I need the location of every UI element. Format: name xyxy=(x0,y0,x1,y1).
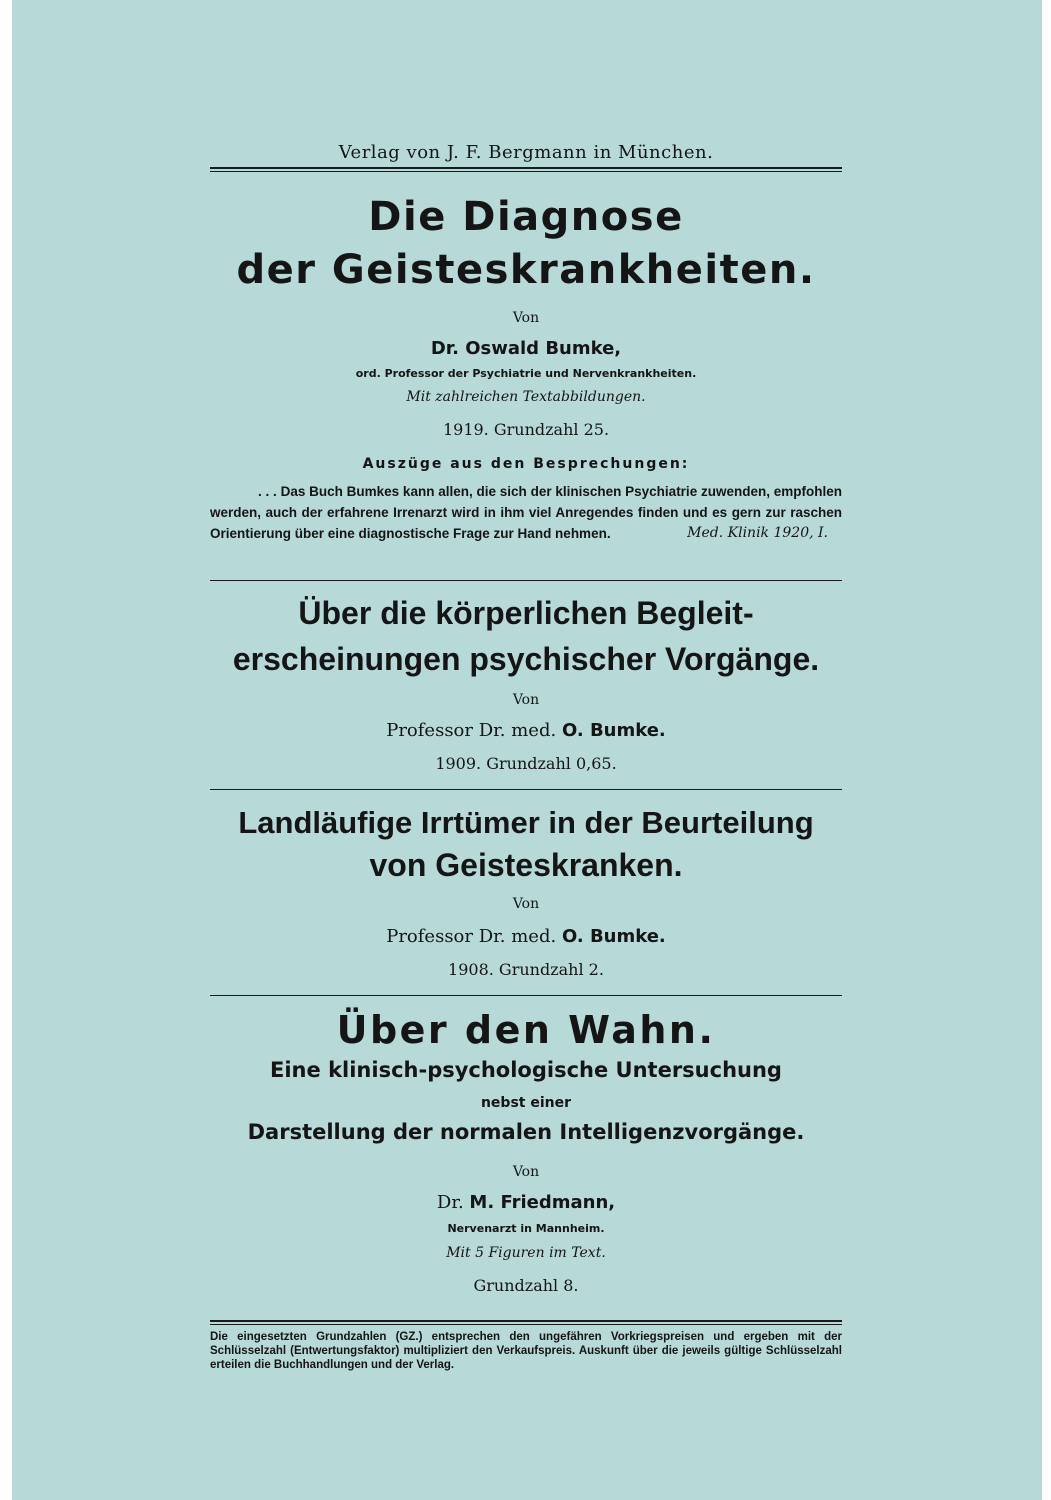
book4-title: Über den Wahn. xyxy=(336,1008,716,1052)
book3-author-name: O. Bumke. xyxy=(561,926,666,947)
book2-author-prefix: Professor Dr. med. xyxy=(386,720,557,741)
book4-figures: Mit 5 Figuren im Text. xyxy=(446,1245,606,1261)
book2-von: Von xyxy=(512,692,540,708)
divider-top xyxy=(210,167,842,172)
book1-review-text: . . . Das Buch Bumkes kann allen, die sich der klinischen Psychiatrie zuwenden, empfohlen werden, auch der erfahrene Irrenarzt wird in ihm viel Anregendes finden und es gern zur raschen Orientierung über eine diagnostische Frage zur Hand nehmen. xyxy=(210,484,842,541)
divider-1 xyxy=(210,580,842,581)
book3-title-line2: von Geisteskranken. xyxy=(369,847,683,883)
book1-review-block xyxy=(210,481,842,544)
book4-subtitle2: nebst einer xyxy=(480,1095,572,1111)
book2-title-line2: erscheinungen psychischer Vorgänge. xyxy=(232,641,820,677)
book1-year-price: 1919. Grundzahl 25. xyxy=(442,420,610,439)
page xyxy=(12,0,1042,1500)
divider-3 xyxy=(210,995,842,996)
book3-author xyxy=(210,926,842,947)
book4-price: Grundzahl 8. xyxy=(473,1276,579,1295)
text-column xyxy=(210,0,842,1500)
book2-title-line1: Über die körperlichen Begleit- xyxy=(298,595,754,631)
book1-review-source: Med. Klinik 1920, I. xyxy=(687,525,828,541)
book4-von: Von xyxy=(512,1164,540,1180)
book1-illustrations: Mit zahlreichen Textabbildungen. xyxy=(406,389,646,405)
book3-title-line1: Landläufige Irrtümer in der Beurteilung xyxy=(238,805,814,840)
divider-bottom xyxy=(210,1320,842,1325)
book4-subtitle3: Darstellung der normalen Intelligenzvorgänge. xyxy=(247,1120,805,1144)
book4-author-name: M. Friedmann, xyxy=(469,1192,616,1213)
book1-affiliation: ord. Professor der Psychiatrie und Nervenkrankheiten. xyxy=(355,367,697,380)
book1-author: Dr. Oswald Bumke, xyxy=(430,338,622,359)
book1-von: Von xyxy=(512,310,540,326)
book4-affiliation: Nervenarzt in Mannheim. xyxy=(447,1222,605,1235)
book2-author xyxy=(210,720,842,741)
publisher-line: Verlag von J. F. Bergmann in München. xyxy=(338,142,714,163)
divider-2 xyxy=(210,789,842,790)
book3-von: Von xyxy=(512,896,540,912)
book2-author-name: O. Bumke. xyxy=(561,720,666,741)
footnote: Die eingesetzten Grundzahlen (GZ.) entsprechen den ungefähren Vorkriegspreisen und ergeben mit der Schlüsselzahl (Entwertungsfaktor) multipliziert den Verkaufspreis. Auskunft über die jeweils gültige Schlüsselzahl erteilen die Buchhandlungen und der Verlag. xyxy=(210,1331,842,1371)
book1-title-line1: Die Diagnose xyxy=(368,194,684,240)
book4-subtitle1: Eine klinisch-psychologische Untersuchung xyxy=(270,1058,782,1082)
book2-year-price: 1909. Grundzahl 0,65. xyxy=(435,754,617,773)
book4-author-prefix: Dr. xyxy=(436,1192,464,1213)
book1-reviews-heading: Auszüge aus den Besprechungen: xyxy=(362,456,690,472)
book1-title-line2: der Geisteskrankheiten. xyxy=(236,247,816,293)
book3-year-price: 1908. Grundzahl 2. xyxy=(448,960,604,979)
book3-author-prefix: Professor Dr. med. xyxy=(386,926,557,947)
book4-author xyxy=(210,1192,842,1213)
